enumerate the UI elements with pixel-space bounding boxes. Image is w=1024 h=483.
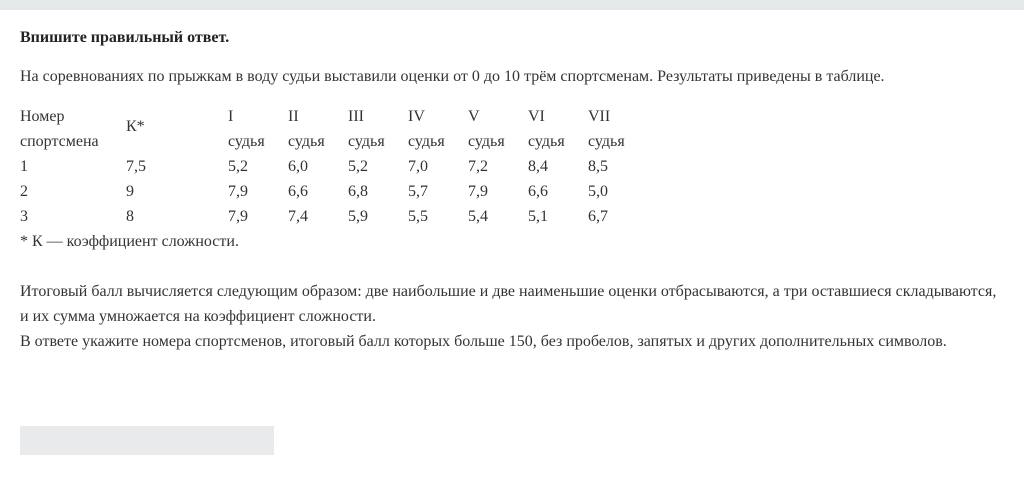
athlete-k: 8 — [126, 208, 134, 225]
task-content — [20, 27, 1010, 354]
task-title: Впишите правильный ответ. — [20, 29, 230, 46]
judge-word: судья — [408, 133, 445, 150]
rules-line-2: и их сумма умножается на коэффициент сложности. — [20, 308, 376, 325]
athlete-k: 7,5 — [126, 158, 146, 175]
score-cell: 5,2 — [348, 158, 368, 175]
header-k — [126, 104, 228, 154]
score-cell: 8,5 — [588, 158, 608, 175]
top-bar — [0, 0, 1024, 10]
judge-roman: VI — [528, 108, 545, 125]
task-intro: На соревнованиях по прыжкам в воду судьи выставили оценки от 0 до 10 трём спортсменам. Результаты приведены в таблице. — [20, 68, 885, 85]
judge-roman: II — [288, 108, 299, 125]
table-row — [20, 154, 648, 179]
athlete-number: 2 — [20, 183, 28, 200]
judge-roman: IV — [408, 108, 425, 125]
athlete-number: 1 — [20, 158, 28, 175]
header-athlete-line1: Номер — [20, 108, 65, 125]
table-header-row — [20, 104, 648, 154]
score-cell: 5,7 — [408, 183, 428, 200]
score-cell: 6,8 — [348, 183, 368, 200]
header-judge-6 — [528, 104, 588, 154]
judge-word: судья — [348, 133, 385, 150]
judge-word: судья — [468, 133, 505, 150]
athlete-k: 9 — [126, 183, 134, 200]
header-judge-2 — [288, 104, 348, 154]
judge-roman: III — [348, 108, 364, 125]
header-judge-1 — [228, 104, 288, 154]
header-judge-5 — [468, 104, 528, 154]
table-row — [20, 179, 648, 204]
header-k-label: К* — [126, 117, 145, 135]
judge-word: судья — [228, 133, 265, 150]
score-cell: 6,6 — [288, 183, 308, 200]
score-cell: 6,0 — [288, 158, 308, 175]
task-rules — [20, 279, 1010, 354]
judge-word: судья — [588, 133, 625, 150]
header-athlete-line2: спортсмена — [20, 133, 99, 150]
table-row — [20, 204, 648, 229]
score-cell: 5,9 — [348, 208, 368, 225]
header-athlete-number — [20, 104, 126, 154]
score-cell: 7,9 — [228, 183, 248, 200]
score-cell: 8,4 — [528, 158, 548, 175]
score-cell: 7,0 — [408, 158, 428, 175]
table-footnote: * К — коэффициент сложности. — [20, 233, 239, 250]
scores-table — [20, 104, 648, 229]
score-cell: 5,1 — [528, 208, 548, 225]
judge-roman: VII — [588, 108, 611, 125]
score-cell: 7,9 — [468, 183, 488, 200]
judge-word: судья — [288, 133, 325, 150]
header-judge-3 — [348, 104, 408, 154]
score-cell: 5,0 — [588, 183, 608, 200]
score-cell: 7,9 — [228, 208, 248, 225]
rules-line-3: В ответе укажите номера спортсменов, итоговый балл которых больше 150, без пробелов, запятых и других дополнительных символов. — [20, 333, 947, 350]
judge-roman: I — [228, 108, 234, 125]
score-cell: 6,7 — [588, 208, 608, 225]
score-cell: 7,2 — [468, 158, 488, 175]
score-cell: 5,4 — [468, 208, 488, 225]
score-cell: 6,6 — [528, 183, 548, 200]
header-judge-4 — [408, 104, 468, 154]
score-cell: 7,4 — [288, 208, 308, 225]
score-cell: 5,5 — [408, 208, 428, 225]
answer-input[interactable] — [20, 426, 274, 455]
header-judge-7 — [588, 104, 648, 154]
athlete-number: 3 — [20, 208, 28, 225]
rules-line-1: Итоговый балл вычисляется следующим образом: две наибольшие и две наименьшие оценки отбрасываются, а три оставшиеся складываются, — [20, 283, 997, 300]
score-cell: 5,2 — [228, 158, 248, 175]
judge-word: судья — [528, 133, 565, 150]
judge-roman: V — [468, 108, 480, 125]
